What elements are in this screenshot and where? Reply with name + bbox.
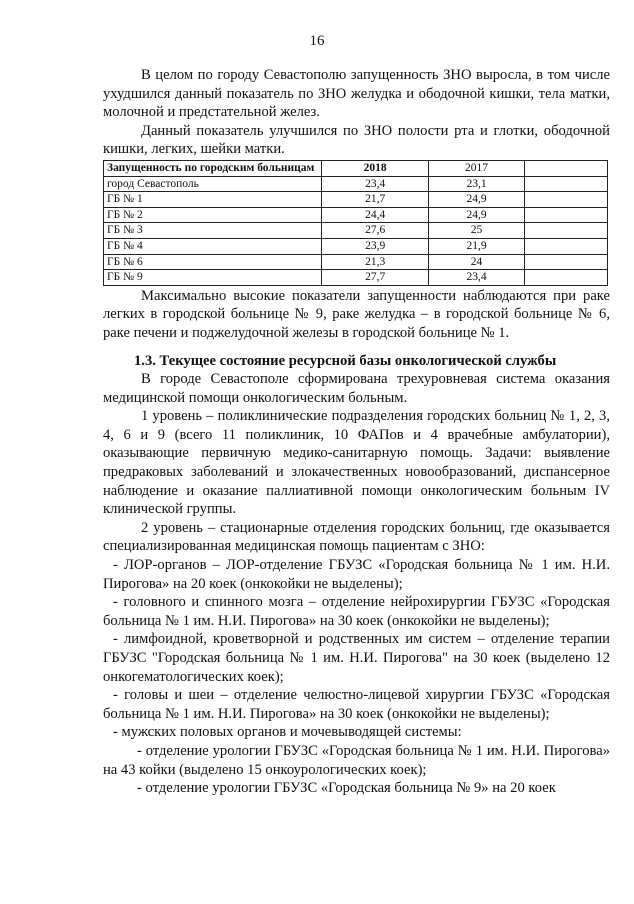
table-cell-hospital: ГБ № 2	[104, 207, 322, 223]
list-item: - головы и шеи – отделение челюстно-лицевой хирургии ГБУЗС «Городская больница № 1 им. Н.И. Пирогова» на 30 коек (онкокойки не выделены);	[103, 687, 610, 722]
list-item: - мужских половых органов и мочевыводящей системы:	[113, 724, 462, 741]
table-cell-hospital: ГБ № 9	[104, 270, 322, 286]
table-row	[104, 254, 608, 270]
table-cell-2018: 21,3	[322, 254, 429, 270]
table-cell-2018: 27,6	[322, 223, 429, 239]
neglect-rate-table	[103, 160, 608, 286]
table-cell-hospital: ГБ № 1	[104, 192, 322, 208]
table-cell-2018: 23,9	[322, 238, 429, 254]
table-header-cell: 2018	[322, 160, 429, 176]
table-cell-hospital: ГБ № 4	[104, 238, 322, 254]
table-header-cell: 2017	[429, 160, 525, 176]
list-sub-item: - отделение урологии ГБУЗС «Городская больница № 9» на 20 коек	[137, 780, 556, 797]
table-cell-2018: 27,7	[322, 270, 429, 286]
table-cell-2017: 25	[429, 223, 525, 239]
table-row	[104, 223, 608, 239]
table-header-cell: Запущенность по городским больницам	[104, 160, 322, 176]
table-header-row	[104, 160, 608, 176]
table-empty-cell	[524, 238, 607, 254]
table-cell-2017: 24,9	[429, 192, 525, 208]
paragraph: В городе Севастополе сформирована трехуровневая система оказания медицинской помощи онкологическим больным.	[103, 371, 610, 406]
list-item: - лимфоидной, кроветворной и родственных им систем – отделение терапии ГБУЗС "Городская больница № 1 им. Н.И. Пирогова" на 30 коек (выделено 12 онкогематологических коек);	[103, 631, 610, 685]
table-row	[104, 238, 608, 254]
paragraph: 2 уровень – стационарные отделения городских больниц, где оказывается специализированная медицинская помощь пациентам с ЗНО:	[103, 519, 610, 555]
list-sub-item: - отделение урологии ГБУЗС «Городская больница № 1 им. Н.И. Пирогова» на 43 койки (выделено 15 онкоурологических коек);	[103, 742, 610, 778]
table-cell-2017: 23,4	[429, 270, 525, 286]
list-item: - головного и спинного мозга – отделение нейрохирургии ГБУЗС «Городская больница № 1 им. Н.И. Пирогова» на 30 коек (онкокойки не выделены);	[103, 594, 610, 629]
table-cell-hospital: ГБ № 3	[104, 223, 322, 239]
page-number: 16	[309, 33, 325, 49]
paragraph: 1 уровень – поликлинические подразделения городских больниц № 1, 2, 3, 4, 6 и 9 (всего 11 поликлиник, 10 ФАПов и 4 врачебные амбулатории), оказывающие первичную медико-санитарную помощь. Задачи: выявление предраковых заболеваний и злокачественных новообразований, диспансерное наблюдение и оказание паллиативной помощи онкологическим больным IV клинической группы.	[103, 408, 610, 518]
page-content	[103, 66, 610, 798]
table-row	[104, 207, 608, 223]
paragraph: Данный показатель улучшился по ЗНО полости рта и глотки, ободочной кишки, легких, шейки матки.	[103, 122, 610, 158]
table-cell-2018: 23,4	[322, 176, 429, 192]
table-cell-2017: 24,9	[429, 207, 525, 223]
table-row	[104, 192, 608, 208]
table-cell-2017: 24	[429, 254, 525, 270]
table-empty-cell	[524, 223, 607, 239]
table-cell-2018: 21,7	[322, 192, 429, 208]
table-cell-hospital: город Севастополь	[104, 176, 322, 192]
list-item: - ЛОР-органов – ЛОР-отделение ГБУЗС «Городская больница № 1 им. Н.И. Пирогова» на 20 коек (онкокойки не выделены);	[103, 557, 610, 592]
table-cell-2018: 24,4	[322, 207, 429, 223]
table-cell-2017: 23,1	[429, 176, 525, 192]
table-row	[104, 176, 608, 192]
section-heading: 1.3. Текущее состояние ресурсной базы онкологической службы	[134, 352, 557, 369]
table-empty-cell	[524, 176, 607, 192]
table-cell-2017: 21,9	[429, 238, 525, 254]
paragraph: В целом по городу Севастополю запущенность ЗНО выросла, в том числе ухудшился данный показатель по ЗНО желудка и ободочной кишки, тела матки, молочной и предстательной желез.	[103, 67, 610, 121]
table-cell-hospital: ГБ № 6	[104, 254, 322, 270]
table-empty-cell	[524, 160, 607, 176]
paragraph: Максимально высокие показатели запущенности наблюдаются при раке легких в городской больнице № 9, раке желудка – в городской больнице № 6, раке печени и поджелудочной железы в городской больнице № 1.	[103, 287, 610, 341]
table-empty-cell	[524, 207, 607, 223]
table-row	[104, 270, 608, 286]
table-empty-cell	[524, 270, 607, 286]
table-empty-cell	[524, 192, 607, 208]
table-empty-cell	[524, 254, 607, 270]
